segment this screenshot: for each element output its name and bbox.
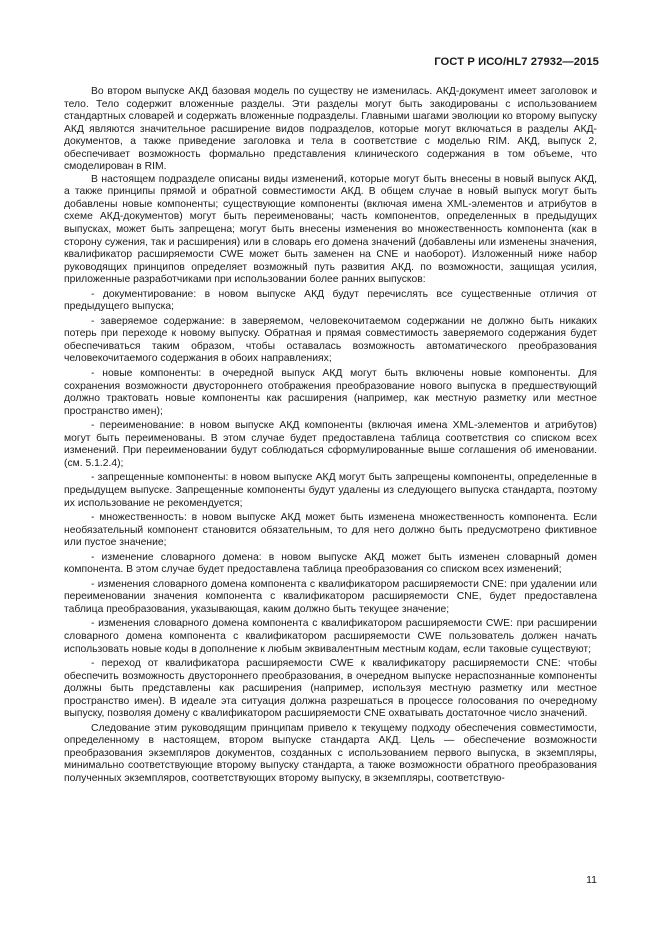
list-item-cardinality: - множественность: в новом выпуске АКД может быть изменена множественность компонента. Если необязательный компонент становится обязательным, то для него должно быть предусмотрено фиктивное или пустое значение; xyxy=(64,512,597,549)
list-item-deprecated-components: - запрещенные компоненты: в новом выпуске АКД могут быть запрещены компоненты, определенные в предыдущем выпуске. Запрещенные компоненты будут удалены из следующего выпуска стандарта, поэтому их использование не рекомендуется; xyxy=(64,472,597,509)
list-item-renaming: - переименование: в новом выпуске АКД компоненты (включая имена XML-элементов и атрибутов) могут быть переименованы. В этом случае будет предоставлена таблица соответствия со списком всех изменений. При переименовании будут соблюдаться сформулированные выше соглашения об именовании. (см. 5.1.2.4); xyxy=(64,420,597,469)
standard-id: ГОСТ Р ИСО/HL7 27932—2015 xyxy=(434,56,599,68)
list-item-documentation: - документирование: в новом выпуске АКД будут перечислять все существенные отличия от предыдущего выпуска; xyxy=(64,288,597,313)
list-item-vocabulary-domain: - изменение словарного домена: в новом выпуске АКД может быть изменен словарный домен компонента. В этом случае будет предоставлена таблица преобразования со списком всех изменений; xyxy=(64,551,597,576)
page-body xyxy=(64,86,597,786)
list-item-cne-changes: - изменения словарного домена компонента с квалификатором расширяемости CNE: при удалении или переименовании значения компонента с квалификатором расширяемости CNE, будет предоставлена таблица преобразования, указывающая, каким должно быть текущее значение; xyxy=(64,578,597,615)
list-item-cwe-changes: - изменения словарного домена компонента с квалификатором расширяемости CWE: при расширении словарного домена компонента с квалификатором расширяемости CWE пользователь должен начать использовать новые коды в дополнение к любым эквивалентным местным кодам, если таковые существуют; xyxy=(64,618,597,655)
paragraph-changes: В настоящем подразделе описаны виды изменений, которые могут быть внесены в новый выпуск АКД, а также принципы прямой и обратной совместимости АКД. В общем случае в новый выпуск могут быть добавлены новые компоненты; существующие компоненты (включая имена XML-элементов и атрибутов в схеме АКД-документов) могут быть переименованы; часть компонентов, определенных в предыдущих выпусках, может быть запрещена; могут быть внесены изменения во множественность компонента (как в сторону сужения, так и расширения) или в словарь его домена значений (добавлены или изменены значения, квалификатор расширяемости CWE может быть заменен на CNE и наоборот). Изложенный ниже набор руководящих принципов определяет возможный путь развития АКД. по возможности, защищая усилия, приложенные разработчиками при использовании более ранних выпусков: xyxy=(64,173,597,286)
list-item-attested-content: - заверяемое содержание: в заверяемом, человекочитаемом содержании не должно быть никаких потерь при переходе к новому выпуску. Обратная и прямая совместимость заверяемого содержания будет обеспечиваться таким образом, чтобы оставалась возможность автоматического преобразования человекочитаемого содержания в обоих направлениях; xyxy=(64,315,597,365)
document-header xyxy=(434,56,599,68)
list-item-new-components: - новые компоненты: в очередной выпуск АКД могут быть включены новые компоненты. Для сохранения возможности двустороннего отображения преобразование нового выпуска в предшествующий должно трактовать новые компоненты как расширения (например, как местную разметку или местное пространство имен); xyxy=(64,368,597,417)
list-item-cwe-to-cne: - переход от квалификатора расширяемости CWE к квалификатору расширяемости CNE: чтобы обеспечить возможность двустороннего преобразования, в очередном выпуске нераспознанные компоненты должны быть представлены как расширения (например, используя местную разметку или местное пространство имен). В идеале эта ситуация должна разрешаться в процессе голосования по очередному выпуску, позволяя домену с квалификатором расширяемости CNE охватывать достаточное число значений. xyxy=(64,658,597,720)
page-number: 11 xyxy=(586,874,597,886)
paragraph-conclusion: Следование этим руководящим принципам привело к текущему подходу обеспечения совместимости, определенному в настоящем, втором выпуске стандарта АКД. Цель — обеспечение возможности преобразования экземпляров документов, созданных с использованием первого выпуска, в экземпляры, минимально соответствующие второму выпуску стандарта, а также возможности обратного преобразования полученных экземпляров, соответствующих второму выпуску, в экземпляры, соответствую- xyxy=(64,722,597,784)
paragraph-intro: Во втором выпуске АКД базовая модель по существу не изменилась. АКД-документ имеет заголовок и тело. Тело содержит вложенные разделы. Эти разделы могут быть закодированы с использованием стандартных словарей и содержать вложенные подразделы. Главными шагами эволюции ко второму выпуску АКД являются значительное расширение видов подразделов, которые могут включаться в разделы АКД-документов, а также приведение заголовка и тела в соответствие с моделью RIM. АКД, выпуск 2, обеспечивает возможность формально представления клинического содержания в том объеме, что смоделирован в RIM. xyxy=(64,86,597,173)
